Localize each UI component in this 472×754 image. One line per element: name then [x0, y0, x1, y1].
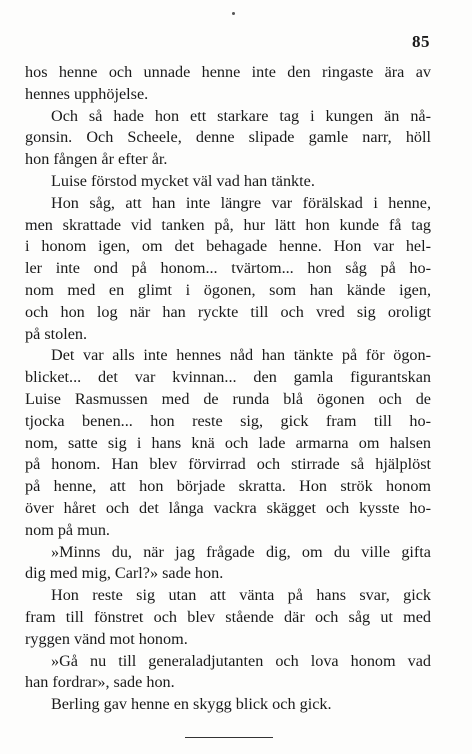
- text-line: fram till fönstret och blev stående där och såg ut med: [25, 607, 431, 626]
- body-text: [25, 62, 431, 716]
- text-line: på henne, att hon började skratta. Hon strök honom: [25, 477, 431, 496]
- text-line: på stolen.: [25, 324, 88, 343]
- text-line: Och så hade hon ett starkare tag i kungen än nå-: [51, 106, 431, 125]
- text-line: ryggen vänd mot honom.: [25, 629, 188, 648]
- text-line: men skrattade vid tanken på, hur lätt hon kunde få tag: [25, 215, 431, 234]
- text-line: nom, satte sig i hans knä och lade armarna om halsen: [25, 433, 431, 452]
- text-line: på honom. Han blev förvirrad och stirrade så hjälplöst: [25, 455, 431, 474]
- text-line: tjocka benen... hon reste sig, gick fram till ho-: [25, 411, 431, 430]
- text-line: hennes upphöjelse.: [25, 84, 149, 103]
- text-line: Luise förstod mycket väl vad han tänkte.: [51, 171, 315, 190]
- bottom-rule: [185, 737, 273, 738]
- text-line: nom på mun.: [25, 520, 110, 539]
- text-line: nom med en glimt i ögonen, som han kände igen,: [25, 280, 431, 299]
- text-line: dig med mig, Carl?» sade hon.: [25, 564, 224, 583]
- text-line: »Minns du, när jag frågade dig, om du ville gifta: [51, 542, 431, 561]
- text-line: blicket... det var kvinnan... den gamla figurantskan: [25, 368, 431, 387]
- text-line: gonsin. Och Scheele, denne slipade gamle narr, höll: [25, 128, 431, 147]
- text-line: Berling gav henne en skygg blick och gick.: [51, 695, 332, 714]
- text-line: över håret och det långa vackra skägget och kysste ho-: [25, 498, 431, 517]
- page-number: 85: [412, 32, 430, 51]
- text-line: Luise Rasmussen med de runda blå ögonen och de: [25, 389, 431, 408]
- text-line: »Gå nu till generaladjutanten och lova honom vad: [51, 651, 431, 670]
- text-line: hon fången år efter år.: [25, 150, 168, 169]
- text-line: ler inte ond på honom... tvärtom... hon såg på ho-: [25, 259, 431, 278]
- text-line: han fordrar», sade hon.: [25, 673, 175, 692]
- text-line: hos henne och unnade henne inte den ringaste ära av: [25, 63, 431, 81]
- text-line: Det var alls inte hennes nåd han tänkte på för ögon-: [51, 346, 431, 365]
- print-speck: [232, 12, 235, 15]
- text-line: och hon log när han ryckte till och vred sig oroligt: [25, 302, 431, 321]
- text-line: Hon såg, att han inte längre var förälskad i henne,: [51, 193, 431, 212]
- text-line: i honom igen, om det behagade henne. Hon var hel-: [25, 237, 431, 256]
- text-line: Hon reste sig utan att vänta på hans svar, gick: [51, 586, 431, 605]
